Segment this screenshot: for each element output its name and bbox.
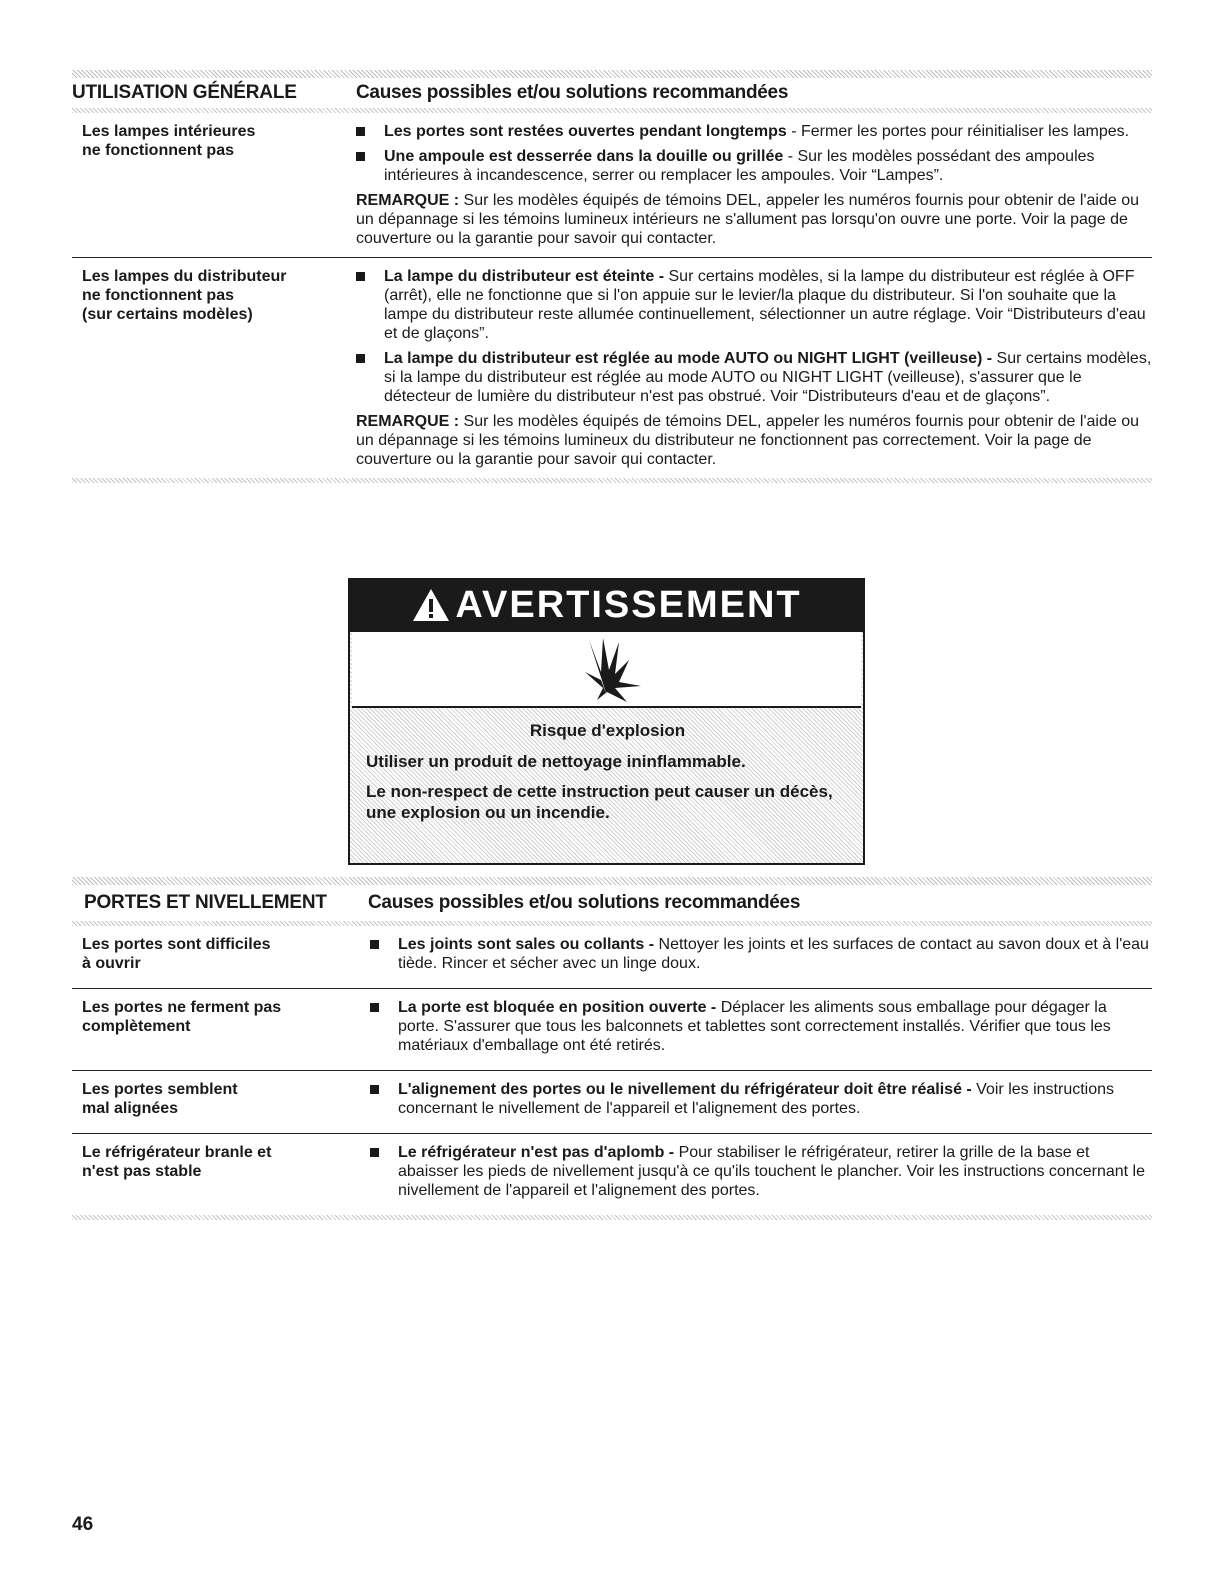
note-label: REMARQUE :: [356, 192, 460, 209]
bullet-icon: [356, 267, 384, 343]
cause-text: Déplacer les aliments sous emballage pour dégager la porte. S'assurer que tous les balconnets et tablettes sont correctement installés. Vérifier que tous les matériaux d'emballage ont été retirés.: [398, 999, 1111, 1054]
list-item: [356, 147, 1152, 185]
cause-title: Une ampoule est desserrée dans la douille ou grillée: [384, 148, 784, 165]
note-text: Sur les modèles équipés de témoins DEL, appeler les numéros fournis pour obtenir de l'aide ou un dépannage si les témoins lumineux du distributeur ne fonctionnent pas correctement. Voir la page de couverture ou la garantie pour savoir qui contacter.: [356, 413, 1139, 468]
warning-instruction: Utiliser un produit de nettoyage ininflammable.: [366, 752, 746, 771]
problem-line: ne fonctionnent pas: [82, 287, 234, 304]
table-row: [72, 988, 1152, 1070]
bullet-icon: [370, 998, 398, 1055]
column-title: Causes possibles et/ou solutions recommandées: [356, 82, 789, 103]
problem-label: [72, 267, 356, 469]
warning-header: [350, 580, 863, 632]
warning-triangle-icon: [411, 587, 451, 623]
bullet-icon: [370, 1080, 398, 1118]
doors-leveling-section: [72, 877, 1152, 1220]
cause-title: L'alignement des portes ou le nivellement du réfrigérateur doit être réalisé -: [398, 1081, 972, 1098]
page-number: 46: [72, 1514, 94, 1535]
cause-title: Les portes sont restées ouvertes pendant longtemps: [384, 123, 787, 140]
cause-text: Sur certains modèles, si la lampe du distributeur est réglée au mode AUTO ou NIGHT LIGHT (veilleuse), s'assurer que le détecteur de lumière du distributeur n'est pas obstrué. Voir “Distributeurs d'eau et de glaçons”.: [384, 350, 1152, 405]
cause-title: La lampe du distributeur est éteinte -: [384, 268, 665, 285]
problem-label: [72, 935, 370, 979]
problem-line: Les portes semblent: [82, 1081, 238, 1098]
bullet-icon: [370, 1143, 398, 1200]
section-header: [72, 885, 1152, 921]
cause-text: - Fermer les portes pour réinitialiser les lampes.: [786, 123, 1130, 140]
note: [356, 191, 1152, 248]
solutions: [356, 267, 1152, 469]
cause-title: Le réfrigérateur n'est pas d'aplomb -: [398, 1144, 675, 1161]
cause-title: Les joints sont sales ou collants -: [398, 936, 655, 953]
cause-text: - Sur les modèles possédant des ampoules intérieures à incandescence, serrer ou remplacer les ampoules. Voir “Lampes”.: [384, 148, 1095, 184]
solutions: [370, 1143, 1152, 1206]
problem-line: à ouvrir: [82, 955, 141, 972]
list-item: [356, 122, 1152, 141]
note-text: Sur les modèles équipés de témoins DEL, appeler les numéros fournis pour obtenir de l'aide ou un dépannage si les témoins lumineux intérieurs ne s'allument pas lorsqu'on ouvre une porte. Voir la page de couverture ou la garantie pour savoir qui contacter.: [356, 192, 1139, 247]
bullet-icon: [356, 147, 384, 185]
solutions: [356, 122, 1152, 248]
bullet-icon: [370, 935, 398, 973]
list-item: [370, 1143, 1152, 1200]
section-header: [72, 78, 1152, 108]
list-item: [356, 267, 1152, 343]
section-bottom-divider: [72, 1215, 1152, 1220]
cause-text: Pour stabiliser le réfrigérateur, retirer la grille de la base et abaisser les pieds de nivellement jusqu'à ce qu'ils touchent le plancher. Voir les instructions concernant le nivellement de l'appareil et l'alignement des portes.: [398, 1144, 1145, 1199]
problem-label: [72, 122, 356, 248]
problem-line: (sur certains modèles): [82, 306, 253, 323]
note: [356, 412, 1152, 469]
section-divider: [72, 70, 1152, 78]
warning-consequence: Le non-respect de cette instruction peut causer un décès, une explosion ou un incendie.: [366, 782, 833, 822]
table-row: [72, 926, 1152, 988]
bullet-icon: [356, 122, 384, 141]
warning-box: [348, 578, 865, 865]
general-use-section: [72, 70, 1152, 483]
problem-line: complètement: [82, 1018, 191, 1035]
warning-title: AVERTISSEMENT: [455, 583, 802, 626]
list-item: [370, 1080, 1152, 1118]
warning-icon-panel: [352, 632, 861, 708]
problem-line: Les portes sont difficiles: [82, 936, 271, 953]
note-label: REMARQUE :: [356, 413, 460, 430]
solutions: [370, 935, 1152, 979]
list-item: [370, 998, 1152, 1055]
section-title: UTILISATION GÉNÉRALE: [72, 82, 297, 103]
problem-line: Les portes ne ferment pas: [82, 999, 282, 1016]
cause-text: Sur certains modèles, si la lampe du distributeur est réglée à OFF (arrêt), elle ne fonctionne que si l'on appuie sur le levier/la plaque du distributeur. Si l'on souhaite que la lampe du distributeur reste allumée continuellement, sélectionner un autre réglage. Voir “Distributeurs d'eau et de glaçons”.: [384, 268, 1146, 342]
list-item: [356, 349, 1152, 406]
explosion-icon: [567, 636, 647, 702]
problem-line: Les lampes intérieures: [82, 123, 256, 140]
warning-text: [350, 708, 863, 823]
problem-label: [72, 998, 370, 1061]
solutions: [370, 998, 1152, 1061]
section-title: PORTES ET NIVELLEMENT: [84, 892, 327, 913]
list-item: [370, 935, 1152, 973]
problem-line: mal alignées: [82, 1100, 179, 1117]
problem-line: n'est pas stable: [82, 1163, 202, 1180]
bullet-icon: [356, 349, 384, 406]
cause-text: Voir les instructions concernant le nivellement de l'appareil et l'alignement des portes.: [398, 1081, 1115, 1117]
problem-label: [72, 1080, 370, 1124]
problem-line: Les lampes du distributeur: [82, 268, 287, 285]
cause-title: La lampe du distributeur est réglée au mode AUTO ou NIGHT LIGHT (veilleuse) -: [384, 350, 993, 367]
cause-text: Nettoyer les joints et les surfaces de contact au savon doux et à l'eau tiède. Rincer et sécher avec un linge doux.: [398, 936, 1149, 972]
table-row: [72, 257, 1152, 478]
section-divider: [72, 877, 1152, 885]
solutions: [370, 1080, 1152, 1124]
table-row: [72, 1070, 1152, 1133]
column-title: Causes possibles et/ou solutions recommandées: [368, 892, 801, 913]
problem-label: [72, 1143, 370, 1206]
problem-line: ne fonctionnent pas: [82, 142, 234, 159]
section-bottom-divider: [72, 478, 1152, 483]
problem-line: Le réfrigérateur branle et: [82, 1144, 272, 1161]
warning-heading: Risque d'explosion: [529, 721, 686, 740]
table-row: [72, 1133, 1152, 1215]
table-row: [72, 113, 1152, 257]
cause-title: La porte est bloquée en position ouverte -: [398, 999, 717, 1016]
